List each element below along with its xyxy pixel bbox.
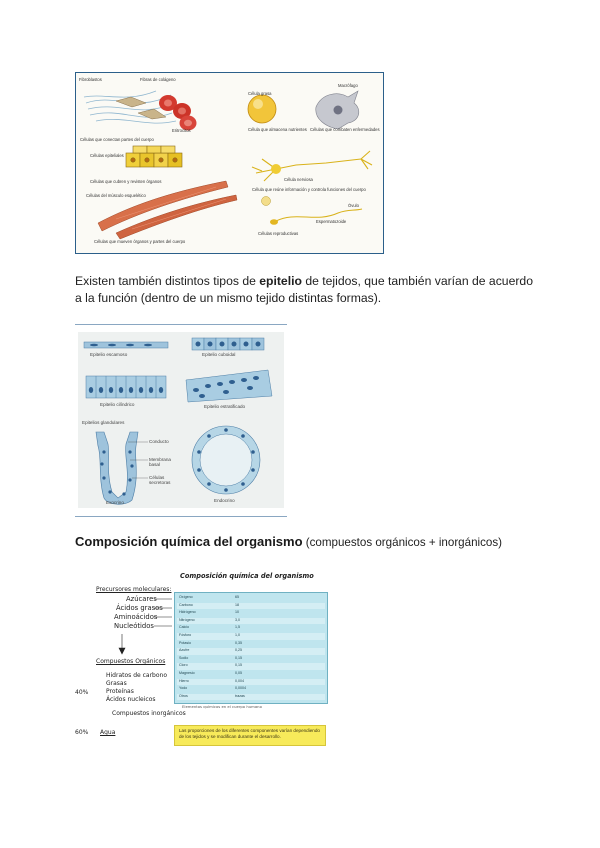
epithelial-cells-drawing [126, 146, 182, 167]
heading-subtitle: (compuestos orgánicos + inorgánicos) [302, 536, 502, 549]
water-label: Agua [100, 729, 116, 736]
element-name: Nitrógeno [179, 617, 195, 622]
element-name: Carbono [179, 602, 193, 607]
table-row [177, 686, 325, 693]
label-columnar: Epitelio cilíndrico [100, 402, 135, 407]
caption-fat-cell: Célula que almacena nutrientes [248, 127, 307, 132]
element-percent: 0,35 [235, 640, 242, 645]
element-percent: 10 [235, 610, 239, 615]
element-percent: 0,25 [235, 648, 242, 653]
precursor-fatty-acids: Ácidos grasos [116, 604, 163, 612]
label-endocrine: Endocrino [214, 498, 235, 503]
label-ovum: Óvulo [348, 203, 359, 208]
element-percent: 3,0 [235, 617, 240, 622]
muscle-cells-drawing [98, 181, 237, 239]
element-percent: 18 [235, 602, 239, 607]
table-row [177, 618, 325, 625]
label-collagen-fibers: Fibras de colágeno [140, 77, 176, 82]
table-caption: Elementos químicos en el cuerpo humano [182, 704, 262, 709]
caption-nerve-cell: Célula que reúne información y controla funciones del cuerpo [252, 187, 366, 192]
label-nerve-cell: Célula nerviosa [284, 177, 313, 182]
organic-proteins: Proteínas [106, 688, 134, 695]
caption-muscle-cells: Células que mueven órganos y partes del cuerpo [94, 239, 186, 244]
organic-carbs: Hidratos de carbono [106, 672, 167, 679]
table-row [177, 694, 325, 701]
element-name: Otros [179, 693, 188, 698]
label-macrophage: Macrófago [338, 83, 358, 88]
element-name: Potasio [179, 640, 191, 645]
cuboidal-epithelium-drawing [192, 338, 264, 350]
chemical-composition-figure [72, 568, 332, 754]
element-name: Yodo [179, 686, 188, 691]
label-erythrocytes: Eritrocitos [172, 128, 191, 133]
element-percent: trazas [235, 693, 245, 698]
squamous-epithelium-drawing [84, 342, 168, 348]
element-percent: 0,004 [235, 678, 244, 683]
caption-support-cells: Células que conectan partes del cuerpo [80, 137, 154, 142]
element-name: Magnesio [179, 671, 195, 675]
organic-title: Compuestos Orgánicos [96, 658, 166, 665]
epithelium-figure-top-rule [75, 324, 287, 325]
element-percent: 65 [235, 595, 239, 599]
table-row [177, 633, 325, 640]
element-name: Hierro [179, 678, 189, 683]
label-basal-membrane: Membrana basal [149, 457, 171, 467]
element-name: Azufre [179, 648, 190, 653]
chem-note-box: Las proporciones de los diferentes componentes varían dependiendo de los tejidos y se modifican durante el desarrollo. [174, 725, 326, 746]
macrophage-drawing [316, 91, 359, 129]
paragraph-bold-term: epitelio [259, 274, 302, 288]
label-glands: Epitelios glandulares [82, 420, 125, 425]
element-name: Fósforo [179, 633, 192, 637]
element-percent: 1,5 [235, 625, 240, 630]
exocrine-gland-drawing [96, 432, 148, 504]
element-percent: 0,05 [235, 671, 242, 675]
table-row [177, 595, 325, 602]
columnar-epithelium-drawing [86, 376, 166, 398]
element-name: Calcio [179, 625, 189, 630]
chem-title: Composición química del organismo [180, 572, 314, 580]
fat-cell-drawing [248, 95, 276, 123]
label-epithelial-cells: Células epiteliales [90, 153, 124, 158]
label-sperm: Espermatozoide [316, 219, 347, 224]
label-stratified: Epitelio estratificado [204, 404, 246, 409]
label-muscle-cells: Células del músculo esquelético [86, 193, 146, 198]
table-row [177, 641, 325, 648]
element-name: Oxígeno [179, 595, 193, 599]
reproductive-cells-drawing [262, 197, 363, 225]
precursor-nucleotides: Nucleótidos [114, 622, 154, 630]
epithelium-figure [78, 332, 284, 508]
endocrine-follicle-drawing [192, 426, 260, 494]
label-cuboidal: Epitelio cuboidal [202, 352, 236, 357]
percent-60: 60% [75, 729, 89, 736]
organic-fats: Grasas [106, 680, 127, 687]
cell-types-figure [75, 72, 384, 254]
caption-covering-cells: Células que cubren y revisten órganos [90, 179, 162, 184]
table-row [177, 610, 325, 617]
percent-40: 40% [75, 689, 89, 696]
precursor-sugars: Azúcares [126, 595, 157, 603]
label-squamous: Epitelio escamoso [90, 352, 128, 357]
paragraph-post: de tejidos, que también varían de acuerdo a la función (dentro de un mismo tejido distintas formas). [75, 274, 533, 305]
element-percent: 0,0004 [235, 686, 246, 691]
table-row [177, 603, 325, 610]
stratified-epithelium-drawing [186, 370, 272, 402]
label-duct: Conducto [149, 439, 169, 444]
element-percent: 0,15 [235, 655, 242, 660]
erythrocytes-drawing [159, 95, 197, 131]
section-heading [75, 534, 502, 549]
caption-defense-cells: Células que combaten enfermedades [310, 127, 380, 132]
table-row [177, 671, 325, 678]
element-name: Hidrógeno [179, 610, 196, 615]
inorganic-label: Compuestos inorgánicos [112, 710, 186, 717]
paragraph-pre: Existen también distintos tipos de [75, 274, 260, 288]
precursors-title: Precursores moleculares: [96, 586, 172, 593]
precursor-amino-acids: Aminoácidos [114, 613, 158, 621]
nerve-soma-drawing [271, 164, 281, 174]
table-row [177, 648, 325, 655]
organic-nucleic-acids: Ácidos nucleicos [106, 696, 156, 703]
elements-table [174, 592, 328, 704]
table-row [177, 663, 325, 670]
element-percent: 1,0 [235, 633, 240, 637]
label-exocrine: Exocrino [106, 500, 124, 505]
cell-types-illustration [76, 73, 383, 253]
label-secretory-cells: Células secretoras [149, 475, 171, 485]
epithelium-figure-bottom-rule [75, 516, 287, 517]
table-row [177, 679, 325, 686]
heading-bold: Composición química del organismo [75, 534, 303, 549]
epithelium-paragraph [75, 273, 535, 307]
element-name: Sodio [179, 655, 189, 660]
label-fibroblasts: Fibroblastos [79, 77, 102, 82]
table-row [177, 656, 325, 663]
label-fat-cell: Célula grasa [248, 91, 272, 96]
table-row [177, 625, 325, 632]
element-percent: 0,15 [235, 663, 242, 668]
element-name: Cloro [179, 663, 188, 668]
caption-reproductive-cells: Células reproductivas [258, 231, 299, 236]
